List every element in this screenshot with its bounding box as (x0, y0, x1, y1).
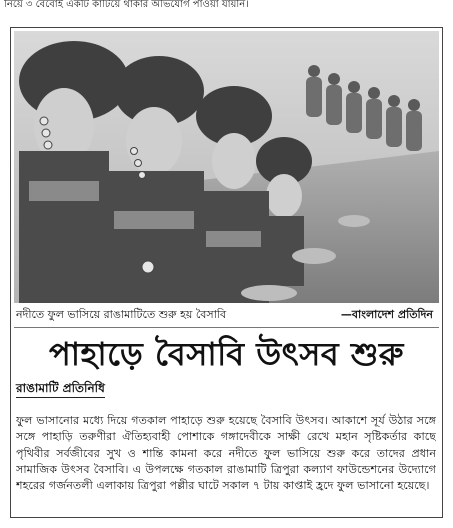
photo-caption: নদীতে ফুল ভাসিয়ে রাঙামাটিতে শুরু হয় বৈসাবি (16, 308, 227, 321)
news-photo (14, 31, 439, 303)
photo-caption-row (16, 306, 437, 324)
photo-illustration (14, 31, 439, 303)
photo-credit: —বাংলাদেশ প্রতিদিন (340, 308, 433, 321)
article-byline: রাঙামাটি প্রতিনিধি (16, 379, 105, 398)
article-headline: পাহাড়ে বৈসাবি উৎসব শুরু (49, 335, 404, 373)
article-body: ফুল ভাসানোর মধ্যে দিয়ে গতকাল পাহাড়ে শুরু হয়েছে বৈসাবি উৎসব। আকাশে সূর্য উঠার সঙ্গে সঙ্গে পাহাড়ি তরুণীরা ঐতিহ্যবাহী পোশাকে গঙ্গাদেবীকে সাক্ষী রেখে মহান সৃষ্টিকর্তার কাছে পৃথিবীর সর্বজীবের সুখ ও শান্তি কামনা করে নদীতে ফুল ভাসিয়ে শুরু করে তাদের প্রধান সামাজিক উৎসব বৈসাবি। এ উপলক্ষে গতকাল রাঙামাটি ত্রিপুরা কল্যাণ ফাউন্ডেশনের উদ্যোগে শহরের গর্জনতলী এলাকায় ত্রিপুরা পল্লীর ঘাটে সকাল ৭ টায় কাপ্তাই হ্রদে ফুল ভাসানো হয়েছে। (16, 414, 436, 493)
caption-divider (14, 327, 439, 328)
previous-article-tail: নিয়ে ৩ বেবোই একটি কাটিয়ে থাকার অভিযোগ পাওয়া যায়নি। (4, 0, 249, 10)
